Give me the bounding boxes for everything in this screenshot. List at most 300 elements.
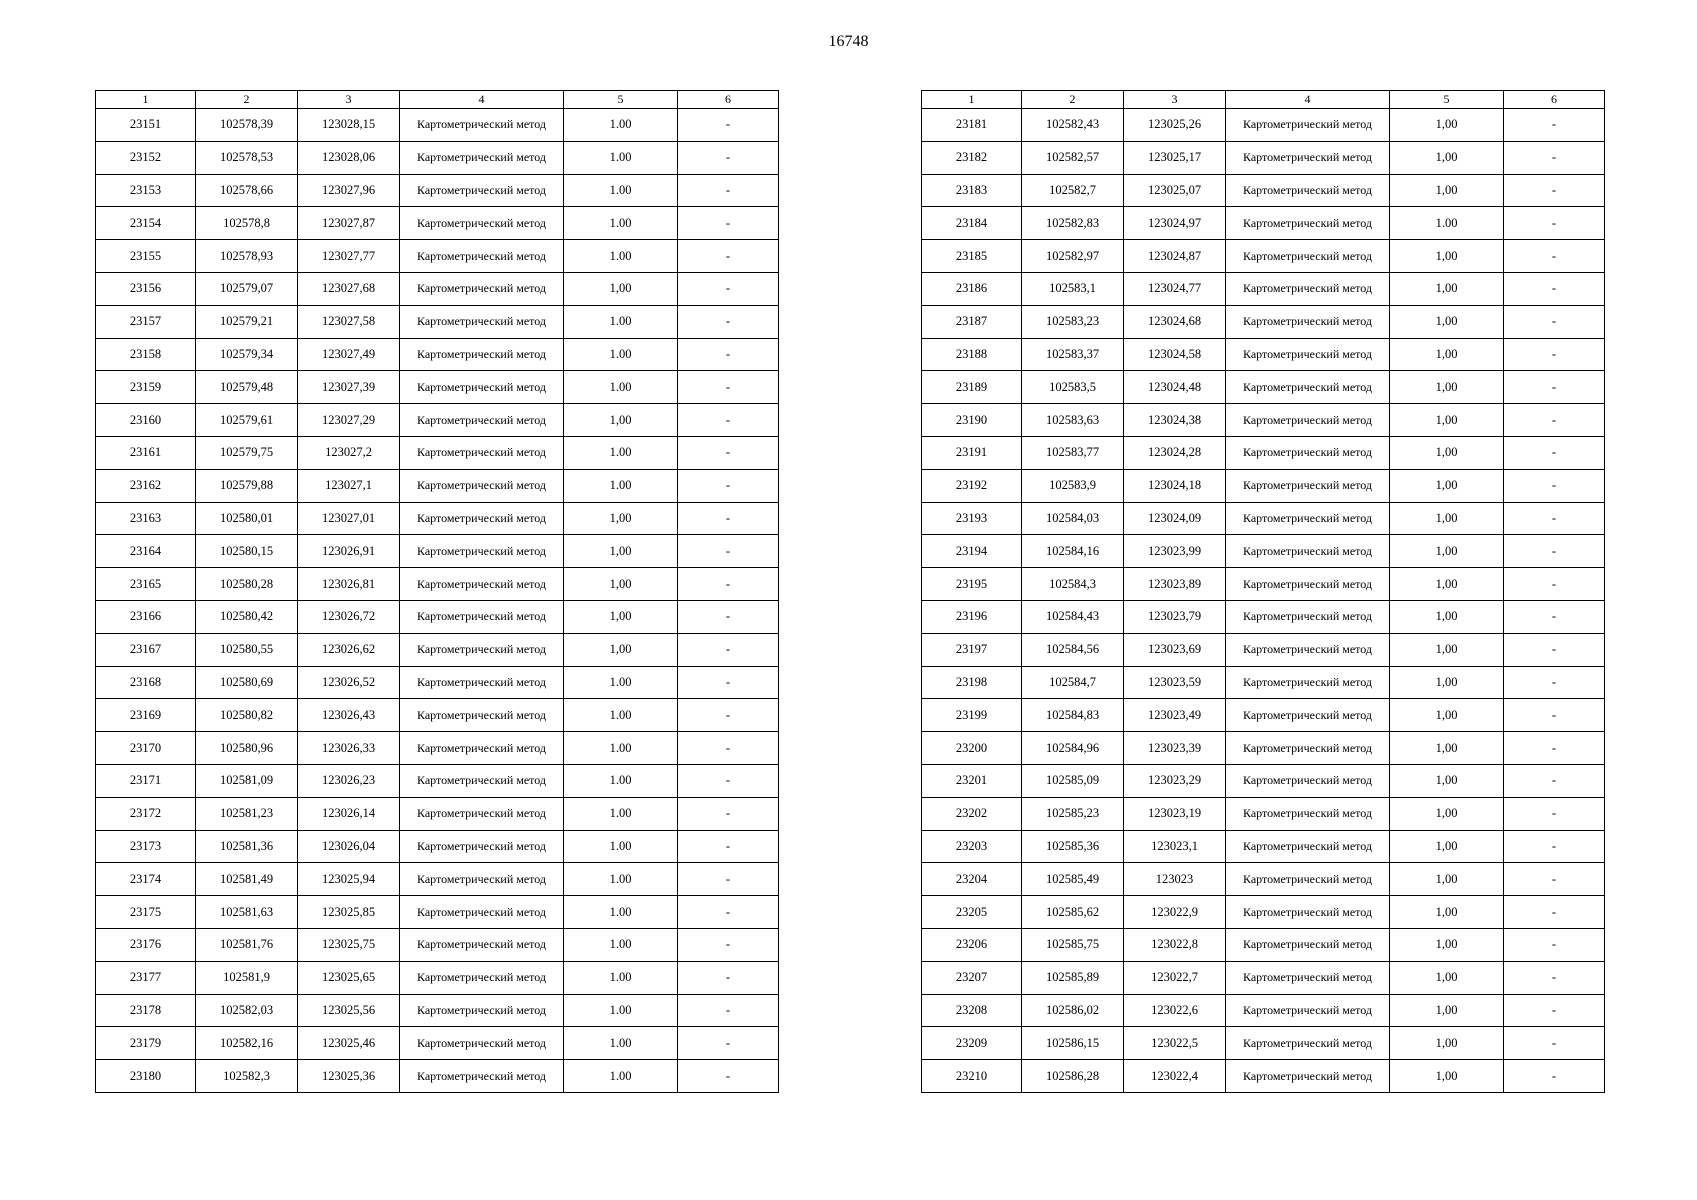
table-row — [96, 633, 779, 666]
note-cell: - — [1504, 1060, 1605, 1093]
table-row — [96, 371, 779, 404]
table-row — [922, 141, 1605, 174]
column-header: 1 — [922, 91, 1022, 109]
coordinates-table-right — [921, 90, 1605, 1093]
x-coordinate-cell: 102580,15 — [196, 535, 298, 568]
note-cell: - — [1504, 436, 1605, 469]
method-cell: Картометрический метод — [400, 732, 564, 765]
method-cell: Картометрический метод — [400, 535, 564, 568]
table-row — [96, 469, 779, 502]
method-cell: Картометрический метод — [400, 469, 564, 502]
note-cell: - — [678, 469, 779, 502]
y-coordinate-cell: 123022,8 — [1124, 928, 1226, 961]
point-number-cell: 23154 — [96, 207, 196, 240]
x-coordinate-cell: 102586,15 — [1022, 1027, 1124, 1060]
y-coordinate-cell: 123022,7 — [1124, 961, 1226, 994]
table-row — [922, 699, 1605, 732]
table-row — [96, 174, 779, 207]
column-header: 5 — [564, 91, 678, 109]
column-header: 1 — [96, 91, 196, 109]
y-coordinate-cell: 123024,77 — [1124, 272, 1226, 305]
point-number-cell: 23170 — [96, 732, 196, 765]
method-cell: Картометрический метод — [1226, 436, 1390, 469]
method-cell: Картометрический метод — [400, 174, 564, 207]
y-coordinate-cell: 123023,69 — [1124, 633, 1226, 666]
point-number-cell: 23199 — [922, 699, 1022, 732]
table-row — [922, 600, 1605, 633]
method-cell: Картометрический метод — [400, 896, 564, 929]
accuracy-cell: 1,00 — [564, 568, 678, 601]
x-coordinate-cell: 102578,93 — [196, 240, 298, 273]
note-cell: - — [678, 600, 779, 633]
method-cell: Картометрический метод — [1226, 699, 1390, 732]
method-cell: Картометрический метод — [1226, 272, 1390, 305]
x-coordinate-cell: 102579,61 — [196, 404, 298, 437]
y-coordinate-cell: 123024,87 — [1124, 240, 1226, 273]
accuracy-cell: 1,00 — [1390, 305, 1504, 338]
note-cell: - — [678, 371, 779, 404]
method-cell: Картометрический метод — [1226, 141, 1390, 174]
method-cell: Картометрический метод — [1226, 371, 1390, 404]
note-cell: - — [1504, 404, 1605, 437]
column-header: 2 — [196, 91, 298, 109]
accuracy-cell: 1,00 — [564, 535, 678, 568]
note-cell: - — [1504, 272, 1605, 305]
method-cell: Картометрический метод — [1226, 535, 1390, 568]
x-coordinate-cell: 102583,23 — [1022, 305, 1124, 338]
y-coordinate-cell: 123023,79 — [1124, 600, 1226, 633]
method-cell: Картометрический метод — [1226, 109, 1390, 142]
x-coordinate-cell: 102584,16 — [1022, 535, 1124, 568]
table-row — [922, 338, 1605, 371]
point-number-cell: 23196 — [922, 600, 1022, 633]
x-coordinate-cell: 102580,28 — [196, 568, 298, 601]
table-row — [96, 568, 779, 601]
x-coordinate-cell: 102583,77 — [1022, 436, 1124, 469]
accuracy-cell: 1,00 — [1390, 141, 1504, 174]
y-coordinate-cell: 123027,29 — [298, 404, 400, 437]
method-cell: Картометрический метод — [400, 764, 564, 797]
note-cell: - — [1504, 666, 1605, 699]
y-coordinate-cell: 123023,19 — [1124, 797, 1226, 830]
method-cell: Картометрический метод — [1226, 830, 1390, 863]
method-cell: Картометрический метод — [400, 436, 564, 469]
table-row — [96, 896, 779, 929]
method-cell: Картометрический метод — [1226, 404, 1390, 437]
point-number-cell: 23202 — [922, 797, 1022, 830]
method-cell: Картометрический метод — [1226, 666, 1390, 699]
method-cell: Картометрический метод — [400, 371, 564, 404]
column-header: 5 — [1390, 91, 1504, 109]
point-number-cell: 23164 — [96, 535, 196, 568]
table-row — [96, 436, 779, 469]
point-number-cell: 23198 — [922, 666, 1022, 699]
x-coordinate-cell: 102579,07 — [196, 272, 298, 305]
table-row — [922, 436, 1605, 469]
x-coordinate-cell: 102580,42 — [196, 600, 298, 633]
accuracy-cell: 1,00 — [1390, 568, 1504, 601]
y-coordinate-cell: 123023,1 — [1124, 830, 1226, 863]
note-cell: - — [1504, 469, 1605, 502]
method-cell: Картометрический метод — [400, 207, 564, 240]
point-number-cell: 23205 — [922, 896, 1022, 929]
x-coordinate-cell: 102585,23 — [1022, 797, 1124, 830]
point-number-cell: 23157 — [96, 305, 196, 338]
y-coordinate-cell: 123023,99 — [1124, 535, 1226, 568]
note-cell: - — [678, 272, 779, 305]
note-cell: - — [678, 797, 779, 830]
y-coordinate-cell: 123027,58 — [298, 305, 400, 338]
accuracy-cell: 1.00 — [564, 830, 678, 863]
table-row — [922, 863, 1605, 896]
table-row — [922, 469, 1605, 502]
method-cell: Картометрический метод — [1226, 633, 1390, 666]
accuracy-cell: 1,00 — [1390, 109, 1504, 142]
accuracy-cell: 1.00 — [564, 666, 678, 699]
method-cell: Картометрический метод — [1226, 764, 1390, 797]
point-number-cell: 23200 — [922, 732, 1022, 765]
x-coordinate-cell: 102586,02 — [1022, 994, 1124, 1027]
x-coordinate-cell: 102583,1 — [1022, 272, 1124, 305]
accuracy-cell: 1.00 — [564, 961, 678, 994]
accuracy-cell: 1,00 — [564, 404, 678, 437]
accuracy-cell: 1.00 — [564, 764, 678, 797]
x-coordinate-cell: 102583,5 — [1022, 371, 1124, 404]
accuracy-cell: 1.00 — [564, 1027, 678, 1060]
y-coordinate-cell: 123027,1 — [298, 469, 400, 502]
method-cell: Картометрический метод — [1226, 863, 1390, 896]
x-coordinate-cell: 102585,62 — [1022, 896, 1124, 929]
accuracy-cell: 1,00 — [1390, 404, 1504, 437]
y-coordinate-cell: 123023,39 — [1124, 732, 1226, 765]
point-number-cell: 23191 — [922, 436, 1022, 469]
point-number-cell: 23208 — [922, 994, 1022, 1027]
x-coordinate-cell: 102581,49 — [196, 863, 298, 896]
x-coordinate-cell: 102582,7 — [1022, 174, 1124, 207]
method-cell: Картометрический метод — [400, 404, 564, 437]
y-coordinate-cell: 123022,5 — [1124, 1027, 1226, 1060]
note-cell: - — [1504, 174, 1605, 207]
x-coordinate-cell: 102579,88 — [196, 469, 298, 502]
accuracy-cell: 1,00 — [564, 600, 678, 633]
table-row — [96, 994, 779, 1027]
point-number-cell: 23186 — [922, 272, 1022, 305]
y-coordinate-cell: 123025,75 — [298, 928, 400, 961]
point-number-cell: 23175 — [96, 896, 196, 929]
x-coordinate-cell: 102580,55 — [196, 633, 298, 666]
note-cell: - — [678, 928, 779, 961]
method-cell: Картометрический метод — [400, 699, 564, 732]
column-header: 3 — [298, 91, 400, 109]
table-row — [96, 600, 779, 633]
method-cell: Картометрический метод — [400, 830, 564, 863]
method-cell: Картометрический метод — [1226, 469, 1390, 502]
y-coordinate-cell: 123024,28 — [1124, 436, 1226, 469]
x-coordinate-cell: 102584,96 — [1022, 732, 1124, 765]
accuracy-cell: 1.00 — [564, 896, 678, 929]
x-coordinate-cell: 102580,96 — [196, 732, 298, 765]
page-number: 16748 — [828, 33, 869, 50]
note-cell: - — [678, 240, 779, 273]
method-cell: Картометрический метод — [400, 272, 564, 305]
point-number-cell: 23197 — [922, 633, 1022, 666]
point-number-cell: 23160 — [96, 404, 196, 437]
x-coordinate-cell: 102578,39 — [196, 109, 298, 142]
table-row — [922, 928, 1605, 961]
note-cell: - — [1504, 207, 1605, 240]
table-row — [922, 732, 1605, 765]
y-coordinate-cell: 123026,81 — [298, 568, 400, 601]
point-number-cell: 23159 — [96, 371, 196, 404]
table-row — [96, 1027, 779, 1060]
y-coordinate-cell: 123028,15 — [298, 109, 400, 142]
note-cell: - — [678, 961, 779, 994]
table-row — [96, 338, 779, 371]
point-number-cell: 23204 — [922, 863, 1022, 896]
accuracy-cell: 1,00 — [1390, 732, 1504, 765]
note-cell: - — [1504, 371, 1605, 404]
point-number-cell: 23180 — [96, 1060, 196, 1093]
x-coordinate-cell: 102585,89 — [1022, 961, 1124, 994]
table-row — [922, 502, 1605, 535]
y-coordinate-cell: 123027,01 — [298, 502, 400, 535]
y-coordinate-cell: 123025,56 — [298, 994, 400, 1027]
method-cell: Картометрический метод — [1226, 502, 1390, 535]
note-cell: - — [678, 305, 779, 338]
y-coordinate-cell: 123022,6 — [1124, 994, 1226, 1027]
point-number-cell: 23165 — [96, 568, 196, 601]
table-row — [922, 207, 1605, 240]
column-header: 3 — [1124, 91, 1226, 109]
accuracy-cell: 1.00 — [564, 338, 678, 371]
y-coordinate-cell: 123026,91 — [298, 535, 400, 568]
y-coordinate-cell: 123024,48 — [1124, 371, 1226, 404]
accuracy-cell: 1,00 — [1390, 699, 1504, 732]
point-number-cell: 23177 — [96, 961, 196, 994]
accuracy-cell: 1.00 — [564, 371, 678, 404]
method-cell: Картометрический метод — [400, 305, 564, 338]
method-cell: Картометрический метод — [400, 797, 564, 830]
x-coordinate-cell: 102584,43 — [1022, 600, 1124, 633]
method-cell: Картометрический метод — [1226, 1060, 1390, 1093]
point-number-cell: 23188 — [922, 338, 1022, 371]
table-row — [922, 305, 1605, 338]
note-cell: - — [678, 764, 779, 797]
method-cell: Картометрический метод — [400, 1060, 564, 1093]
table-row — [96, 961, 779, 994]
point-number-cell: 23158 — [96, 338, 196, 371]
method-cell: Картометрический метод — [1226, 338, 1390, 371]
table-row — [96, 863, 779, 896]
method-cell: Картометрический метод — [1226, 928, 1390, 961]
x-coordinate-cell: 102584,7 — [1022, 666, 1124, 699]
note-cell: - — [1504, 797, 1605, 830]
x-coordinate-cell: 102579,21 — [196, 305, 298, 338]
column-header: 4 — [400, 91, 564, 109]
point-number-cell: 23210 — [922, 1060, 1022, 1093]
table-row — [922, 568, 1605, 601]
note-cell: - — [678, 338, 779, 371]
accuracy-cell: 1.00 — [564, 174, 678, 207]
x-coordinate-cell: 102580,82 — [196, 699, 298, 732]
note-cell: - — [678, 666, 779, 699]
x-coordinate-cell: 102579,34 — [196, 338, 298, 371]
x-coordinate-cell: 102578,66 — [196, 174, 298, 207]
accuracy-cell: 1,00 — [1390, 600, 1504, 633]
x-coordinate-cell: 102579,75 — [196, 436, 298, 469]
note-cell: - — [1504, 1027, 1605, 1060]
accuracy-cell: 1,00 — [1390, 863, 1504, 896]
method-cell: Картометрический метод — [1226, 732, 1390, 765]
y-coordinate-cell: 123027,77 — [298, 240, 400, 273]
table-row — [96, 240, 779, 273]
note-cell: - — [1504, 141, 1605, 174]
note-cell: - — [678, 830, 779, 863]
note-cell: - — [1504, 830, 1605, 863]
x-coordinate-cell: 102585,36 — [1022, 830, 1124, 863]
note-cell: - — [1504, 994, 1605, 1027]
point-number-cell: 23206 — [922, 928, 1022, 961]
table-row — [96, 830, 779, 863]
y-coordinate-cell: 123026,62 — [298, 633, 400, 666]
table-row — [922, 633, 1605, 666]
method-cell: Картометрический метод — [1226, 174, 1390, 207]
x-coordinate-cell: 102578,53 — [196, 141, 298, 174]
x-coordinate-cell: 102580,69 — [196, 666, 298, 699]
accuracy-cell: 1,00 — [1390, 469, 1504, 502]
y-coordinate-cell: 123027,49 — [298, 338, 400, 371]
x-coordinate-cell: 102583,9 — [1022, 469, 1124, 502]
method-cell: Картометрический метод — [1226, 305, 1390, 338]
column-header: 6 — [1504, 91, 1605, 109]
point-number-cell: 23179 — [96, 1027, 196, 1060]
accuracy-cell: 1,00 — [1390, 961, 1504, 994]
note-cell: - — [1504, 961, 1605, 994]
y-coordinate-cell: 123024,18 — [1124, 469, 1226, 502]
header-row — [922, 91, 1605, 109]
y-coordinate-cell: 123027,87 — [298, 207, 400, 240]
note-cell: - — [678, 1060, 779, 1093]
point-number-cell: 23185 — [922, 240, 1022, 273]
note-cell: - — [1504, 568, 1605, 601]
y-coordinate-cell: 123027,68 — [298, 272, 400, 305]
point-number-cell: 23193 — [922, 502, 1022, 535]
y-coordinate-cell: 123024,58 — [1124, 338, 1226, 371]
table-row — [922, 174, 1605, 207]
table-row — [922, 371, 1605, 404]
point-number-cell: 23152 — [96, 141, 196, 174]
accuracy-cell: 1,00 — [1390, 1027, 1504, 1060]
accuracy-cell: 1,00 — [1390, 338, 1504, 371]
accuracy-cell: 1,00 — [1390, 994, 1504, 1027]
y-coordinate-cell: 123026,72 — [298, 600, 400, 633]
accuracy-cell: 1,00 — [1390, 797, 1504, 830]
table-row — [96, 404, 779, 437]
table-row — [96, 535, 779, 568]
method-cell: Картометрический метод — [1226, 994, 1390, 1027]
point-number-cell: 23209 — [922, 1027, 1022, 1060]
point-number-cell: 23184 — [922, 207, 1022, 240]
method-cell: Картометрический метод — [400, 994, 564, 1027]
note-cell: - — [678, 896, 779, 929]
y-coordinate-cell: 123025,65 — [298, 961, 400, 994]
note-cell: - — [678, 502, 779, 535]
point-number-cell: 23190 — [922, 404, 1022, 437]
method-cell: Картометрический метод — [1226, 1027, 1390, 1060]
point-number-cell: 23195 — [922, 568, 1022, 601]
point-number-cell: 23167 — [96, 633, 196, 666]
method-cell: Картометрический метод — [400, 600, 564, 633]
method-cell: Картометрический метод — [400, 338, 564, 371]
note-cell: - — [1504, 633, 1605, 666]
x-coordinate-cell: 102581,9 — [196, 961, 298, 994]
accuracy-cell: 1.00 — [564, 797, 678, 830]
accuracy-cell: 1.00 — [564, 994, 678, 1027]
accuracy-cell: 1,00 — [1390, 240, 1504, 273]
table-row — [922, 240, 1605, 273]
table-row — [96, 699, 779, 732]
accuracy-cell: 1,00 — [1390, 666, 1504, 699]
point-number-cell: 23176 — [96, 928, 196, 961]
table-row — [96, 502, 779, 535]
method-cell: Картометрический метод — [1226, 240, 1390, 273]
y-coordinate-cell: 123025,17 — [1124, 141, 1226, 174]
method-cell: Картометрический метод — [400, 502, 564, 535]
table-row — [96, 797, 779, 830]
table-row — [96, 207, 779, 240]
note-cell: - — [1504, 240, 1605, 273]
point-number-cell: 23189 — [922, 371, 1022, 404]
y-coordinate-cell: 123026,04 — [298, 830, 400, 863]
note-cell: - — [1504, 338, 1605, 371]
accuracy-cell: 1,00 — [1390, 535, 1504, 568]
x-coordinate-cell: 102585,09 — [1022, 764, 1124, 797]
point-number-cell: 23183 — [922, 174, 1022, 207]
table-row — [96, 666, 779, 699]
note-cell: - — [1504, 764, 1605, 797]
accuracy-cell: 1.00 — [564, 141, 678, 174]
table-row — [922, 896, 1605, 929]
note-cell: - — [1504, 109, 1605, 142]
note-cell: - — [1504, 305, 1605, 338]
y-coordinate-cell: 123025,36 — [298, 1060, 400, 1093]
point-number-cell: 23181 — [922, 109, 1022, 142]
y-coordinate-cell: 123026,23 — [298, 764, 400, 797]
x-coordinate-cell: 102579,48 — [196, 371, 298, 404]
point-number-cell: 23203 — [922, 830, 1022, 863]
accuracy-cell: 1,00 — [1390, 436, 1504, 469]
y-coordinate-cell: 123023,89 — [1124, 568, 1226, 601]
table-row — [922, 1060, 1605, 1093]
accuracy-cell: 1,00 — [1390, 830, 1504, 863]
note-cell: - — [1504, 863, 1605, 896]
point-number-cell: 23201 — [922, 764, 1022, 797]
method-cell: Картометрический метод — [400, 863, 564, 896]
table-row — [96, 732, 779, 765]
point-number-cell: 23168 — [96, 666, 196, 699]
accuracy-cell: 1.00 — [564, 240, 678, 273]
note-cell: - — [678, 109, 779, 142]
x-coordinate-cell: 102584,03 — [1022, 502, 1124, 535]
y-coordinate-cell: 123025,07 — [1124, 174, 1226, 207]
x-coordinate-cell: 102578,8 — [196, 207, 298, 240]
method-cell: Картометрический метод — [1226, 896, 1390, 929]
accuracy-cell: 1,00 — [1390, 1060, 1504, 1093]
accuracy-cell: 1.00 — [564, 732, 678, 765]
accuracy-cell: 1.00 — [564, 109, 678, 142]
note-cell: - — [678, 436, 779, 469]
note-cell: - — [678, 141, 779, 174]
